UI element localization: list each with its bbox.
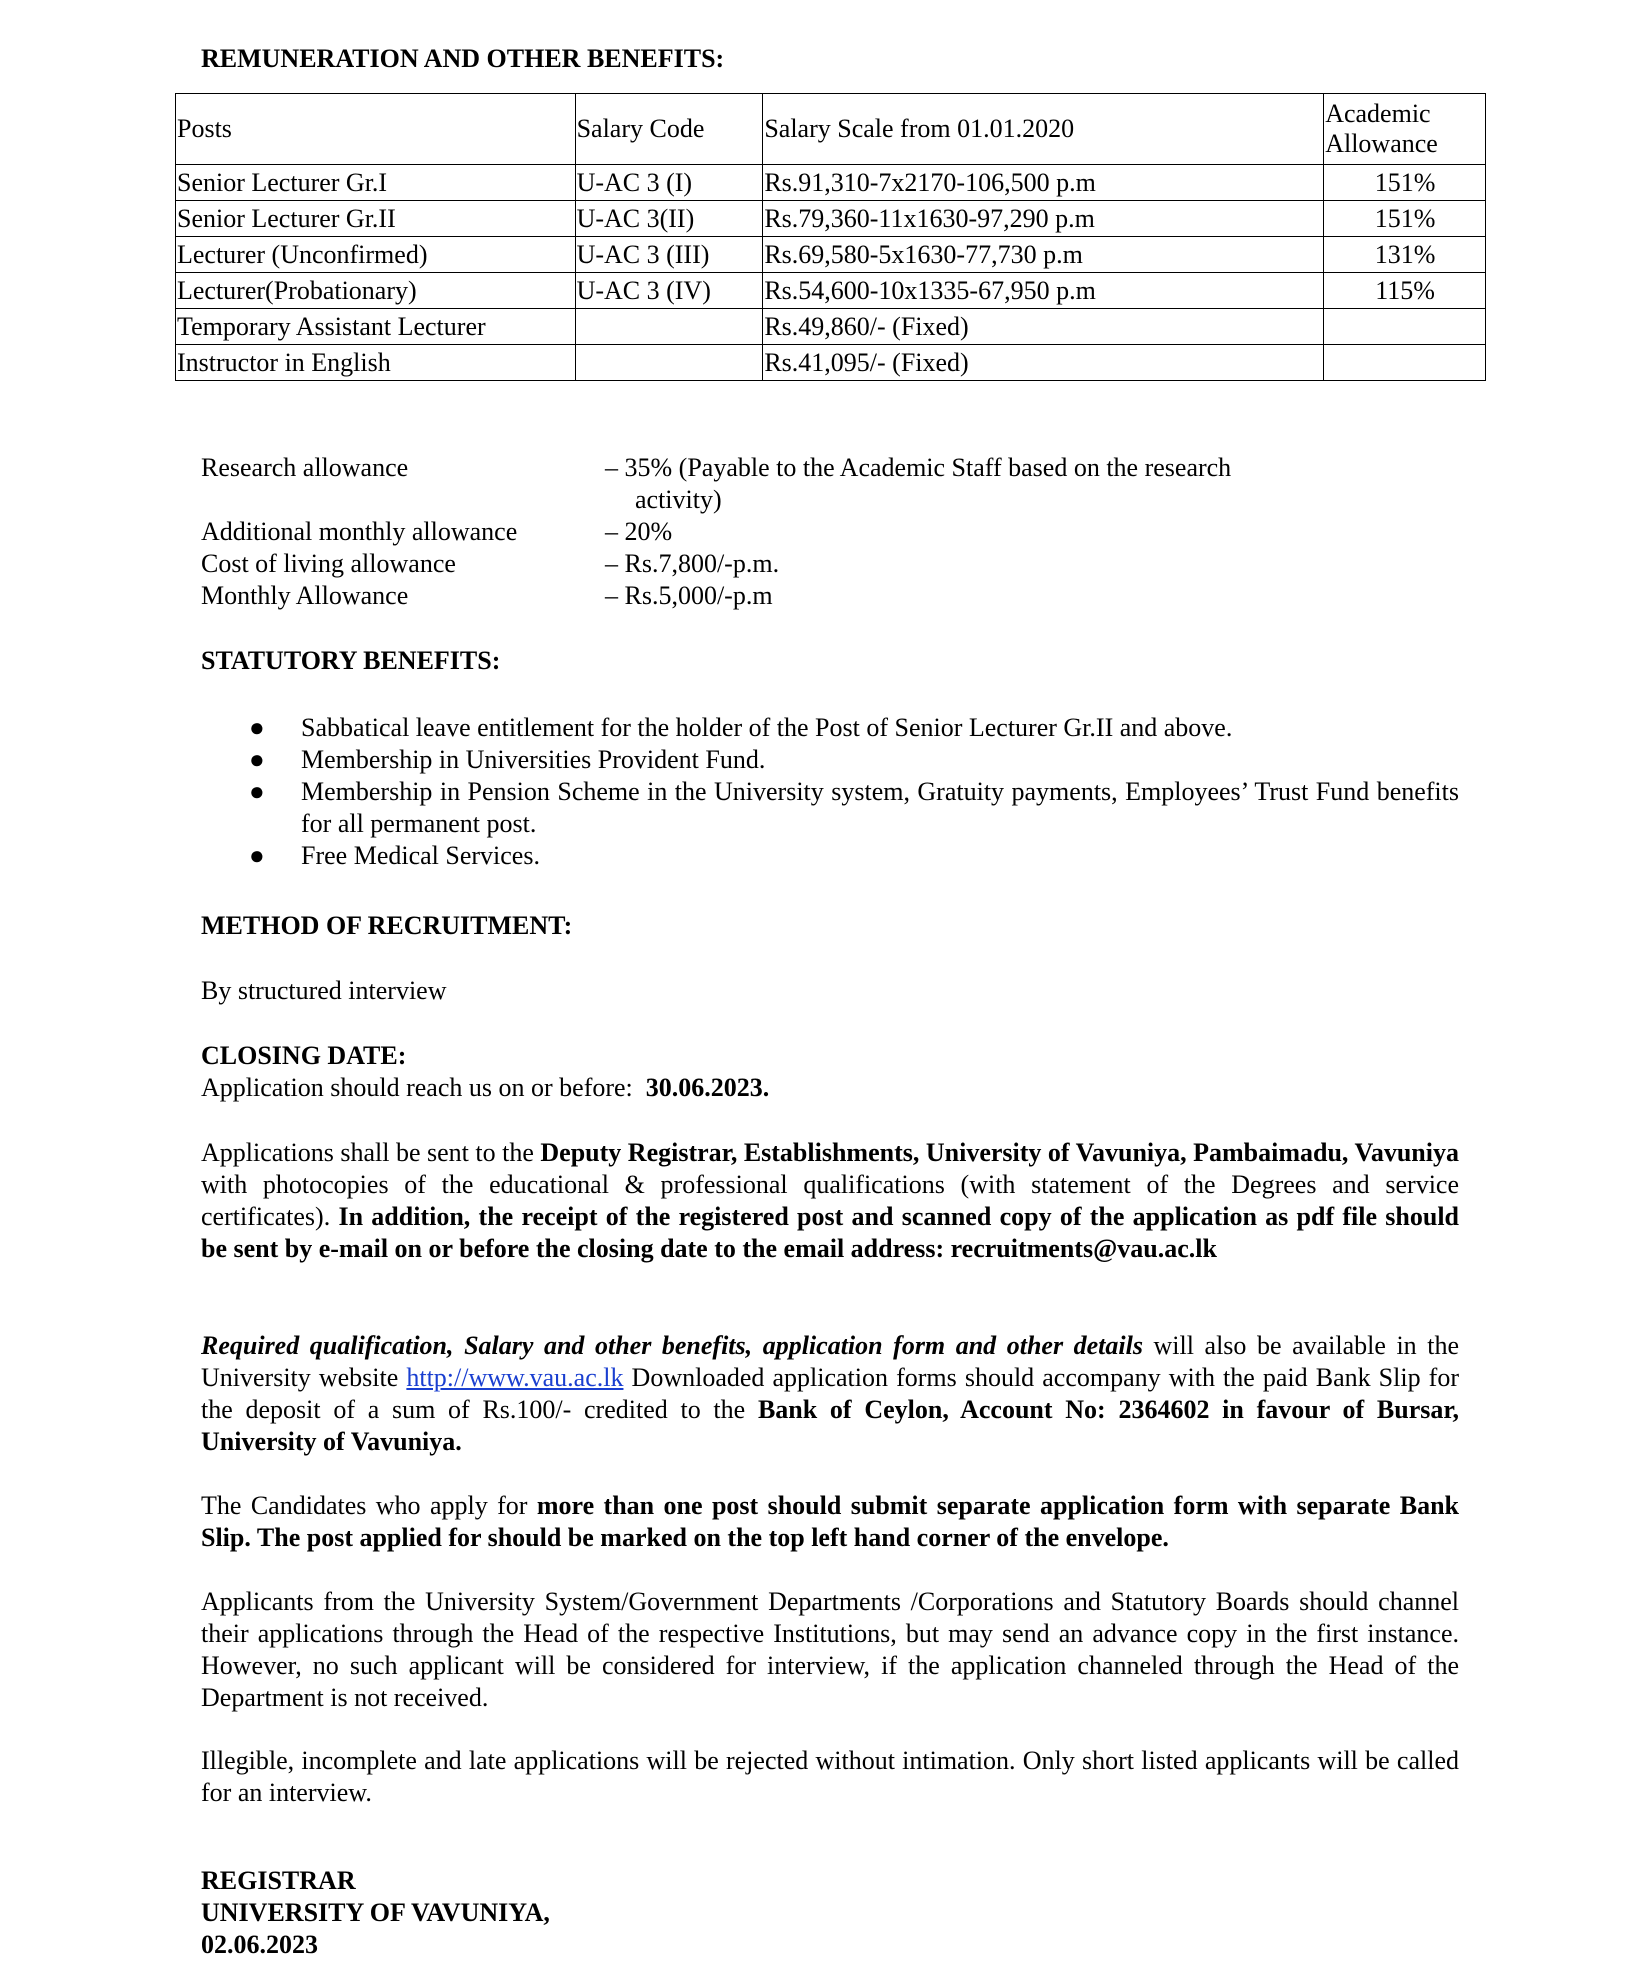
cell-allowance: 131% [1324,237,1486,273]
details-text: will also be available in the University website [201,1331,1459,1392]
cell-code: U-AC 3 (IV) [575,273,763,309]
details-emphasis: Required qualification, Salary and other benefits, application form and other details [201,1331,1143,1360]
column-header-posts: Posts [176,94,576,165]
allowance-value: – Rs.7,800/-p.m. [605,549,780,578]
cell-scale: Rs.79,360-11x1630-97,290 p.m [763,201,1324,237]
table-row [176,237,1486,273]
allowance-row [201,580,1301,612]
closing-date: 30.06.2023. [645,1073,770,1102]
signature-title: REGISTRAR [201,1866,356,1895]
cell-code: U-AC 3(II) [575,201,763,237]
list-item [201,712,1459,744]
cell-code [575,309,763,345]
bullet-icon: ● [249,777,265,806]
cell-post: Senior Lecturer Gr.I [176,165,576,201]
closing-heading: CLOSING DATE: [201,1041,407,1070]
remuneration-heading: REMUNERATION AND OTHER BENEFITS: [201,44,725,73]
bullet-icon: ● [249,841,265,870]
cell-allowance: 151% [1324,201,1486,237]
multiple-post-paragraph [201,1490,1459,1554]
signature-block [201,1865,550,1961]
table-row [176,309,1486,345]
channel-paragraph: Applicants from the University System/Government Departments /Corporations and Statutory Boards should channel their applications through the Head of the respective Institutions, but may send an advance copy in the first instance. However, no such applicant will be considered for interview, if the application channeled through the Head of the Department is not received. [201,1587,1459,1712]
cell-allowance: 151% [1324,165,1486,201]
allowance-label: Research allowance [201,453,409,482]
bullet-icon: ● [249,713,265,742]
cell-post: Instructor in English [176,345,576,381]
column-header-academic-allowance: Academic Allowance [1324,94,1486,165]
cell-post: Lecturer (Unconfirmed) [176,237,576,273]
send-address: Deputy Registrar, Establishments, University of Vavuniya, Pambaimadu, Vavuniya [540,1138,1459,1167]
send-email-instruction: In addition, the receipt of the registered post and scanned copy of the application as pdf file should be sent by e-mail on or before the closing date to the email address: recruitments@vau.ac.lk [201,1202,1460,1263]
signature-org: UNIVERSITY OF VAVUNIYA, [201,1898,550,1927]
benefit-text: Membership in Pension Scheme in the University system, Gratuity payments, Employees’ Trust Fund benefits for all permanent post. [301,777,1459,838]
signature-date: 02.06.2023 [201,1930,318,1959]
cell-scale: Rs.41,095/- (Fixed) [763,345,1324,381]
list-item [201,744,1459,776]
table-row [176,273,1486,309]
details-paragraph [201,1330,1459,1458]
send-paragraph [201,1137,1459,1265]
column-header-salary-scale: Salary Scale from 01.01.2020 [763,94,1324,165]
allowance-value: – 20% [605,517,673,546]
bank-details: Bank of Ceylon, Account No: 2364602 in favour of Bursar, University of Vavuniya. [201,1395,1460,1456]
cell-post: Temporary Assistant Lecturer [176,309,576,345]
cell-scale: Rs.54,600-10x1335-67,950 p.m [763,273,1324,309]
details-text: Downloaded application forms should accompany with the paid Bank Slip for the deposit of a sum of Rs.100/- credited to the [201,1363,1459,1424]
cell-allowance: 115% [1324,273,1486,309]
cell-allowance [1324,309,1486,345]
benefit-text: Free Medical Services. [301,841,540,870]
send-text: with photocopies of the educational & professional qualifications (with statement of the Degrees and service certificates). [201,1170,1459,1231]
bullet-icon: ● [249,745,265,774]
cell-post: Lecturer(Probationary) [176,273,576,309]
table-row [176,165,1486,201]
cell-allowance [1324,345,1486,381]
cell-code: U-AC 3 (I) [575,165,763,201]
cell-scale: Rs.69,580-5x1630-77,730 p.m [763,237,1324,273]
table-header-row [176,94,1486,165]
table-row [176,201,1486,237]
cell-scale: Rs.49,860/- (Fixed) [763,309,1324,345]
statutory-heading: STATUTORY BENEFITS: [201,646,501,675]
recruitment-text: By structured interview [201,976,447,1005]
multiple-text: The Candidates who apply for [201,1491,537,1520]
list-item [201,840,1459,872]
table-row [176,345,1486,381]
allowance-label: Cost of living allowance [201,549,456,578]
cell-post: Senior Lecturer Gr.II [176,201,576,237]
closing-label: Application should reach us on or before: [201,1073,633,1102]
website-link[interactable]: http://www.vau.ac.lk [406,1363,624,1392]
statutory-benefits-list [201,712,1459,872]
allowance-label: Monthly Allowance [201,581,409,610]
closing-text [201,1072,1459,1104]
send-text: Applications shall be sent to the [201,1138,541,1167]
salary-table [175,93,1486,381]
cell-code [575,345,763,381]
allowance-row [201,452,1301,516]
cell-scale: Rs.91,310-7x2170-106,500 p.m [763,165,1324,201]
benefit-text: Sabbatical leave entitlement for the holder of the Post of Senior Lecturer Gr.II and above. [301,713,1233,742]
allowance-value: – 35% (Payable to the Academic Staff based on the research activity) [605,453,1232,514]
recruitment-heading: METHOD OF RECRUITMENT: [201,911,573,940]
allowance-value: – Rs.5,000/-p.m [605,581,773,610]
allowance-row [201,548,1301,580]
multiple-instruction: more than one post should submit separate application form with separate Bank Slip. The post applied for should be marked on the top left hand corner of the envelope. [201,1491,1459,1552]
reject-paragraph: Illegible, incomplete and late applications will be rejected without intimation. Only short listed applicants will be called for an interview. [201,1746,1459,1807]
allowances-list [201,452,1301,612]
allowance-row [201,516,1301,548]
allowance-label: Additional monthly allowance [201,517,518,546]
list-item [201,776,1459,840]
benefit-text: Membership in Universities Provident Fund. [301,745,766,774]
column-header-salary-code: Salary Code [575,94,763,165]
cell-code: U-AC 3 (III) [575,237,763,273]
